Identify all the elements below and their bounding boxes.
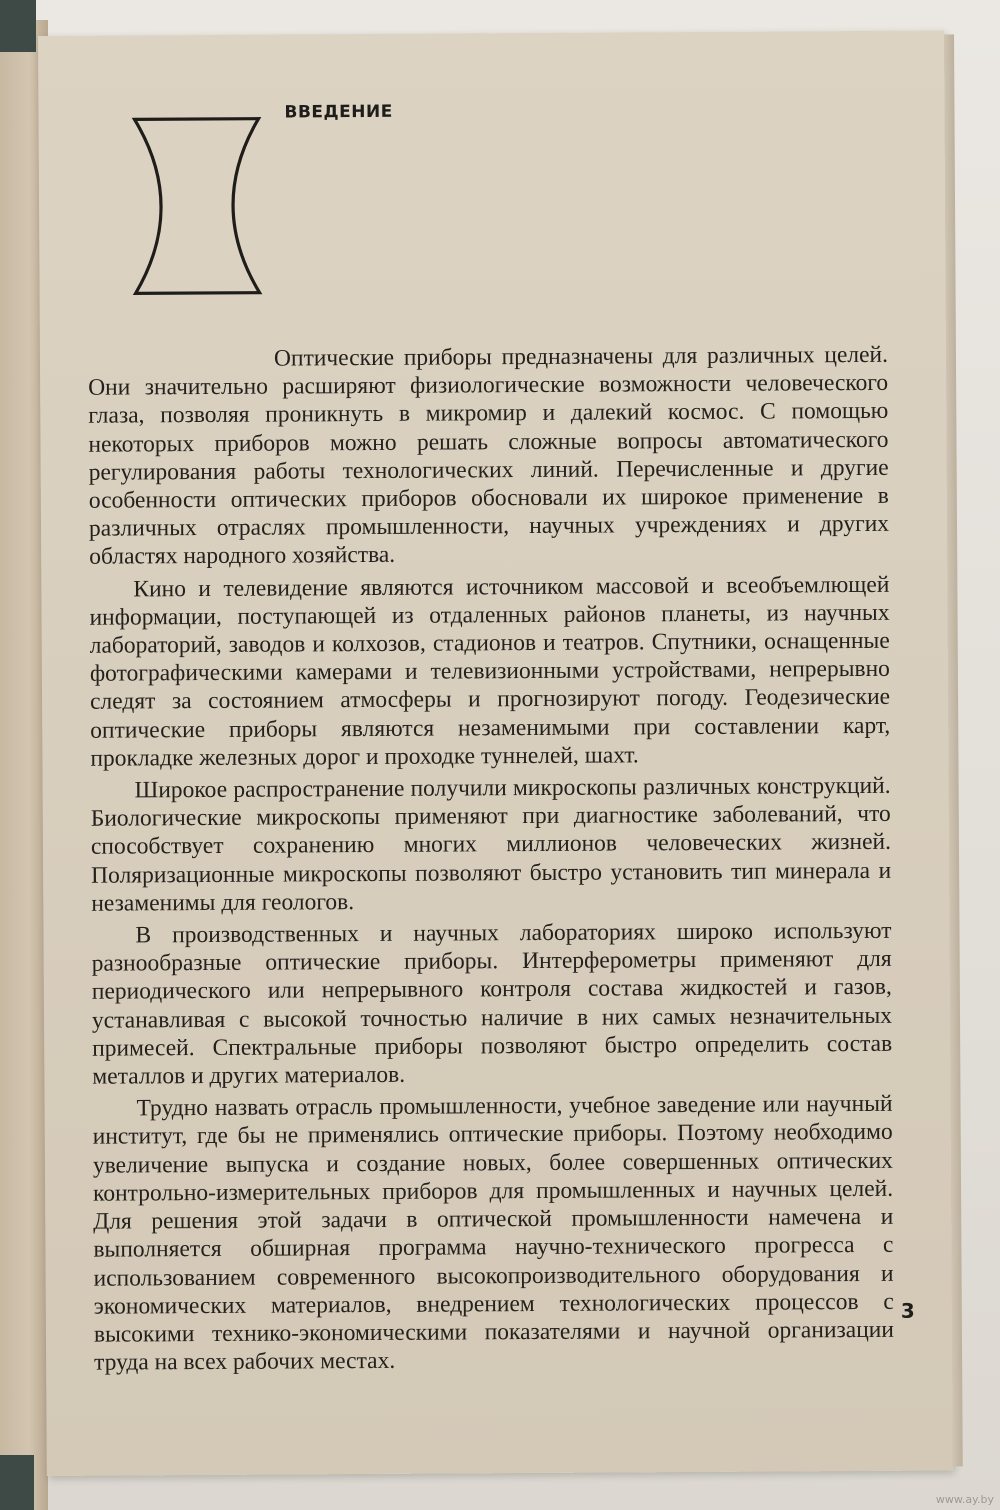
paragraph: В производственных и научных лабораториях широко используют разнообразные оптические приборы. Интерферометры применяют для периодического или непрерывного контроля состава жидкостей и газов, устанавливая с высокой точностью наличие в них самых незначительных примесей. Спектральные приборы позволяют быстро определить состав металлов и других материалов. [91,917,893,1090]
paragraph: Трудно назвать отрасль промышленности, учебное заведение или научный институт, где бы не применялись оптические приборы. Поэтому необходимо увеличение выпуска и создание новых, более совершенных оптических контрольно-измерительных приборов для промышленных и научных целей. Для решения этой задачи в оптической промышленности намечена и выполняется обширная программа научно-технического прогресса с использованием современного высокопроизводительного оборудования и экономических материалов, внедрением технологических процессов с высокими технико-экономическими показателями и научной организации труда на всех рабочих местах. [92,1091,894,1376]
concave-lens-icon [126,111,267,302]
page-title: ВВЕДЕНИЕ [284,101,393,123]
page-number: 3 [900,1298,915,1323]
body-text [88,341,894,1381]
paragraph: Оптические приборы предназначены для различных целей. Они значительно расширяют физиологические возможности человеческого глаза, позволяя проникнуть в микромир и далекий космос. С помощью некоторых приборов можно решать сложные вопросы автоматического регулирования работы технологических линий. Перечисленные и другие особенности оптических приборов обосновали их широкое применение в различных отраслях промышленности, научных учреждениях и других областях народного хозяйства. [88,341,890,571]
paragraph: Широкое распространение получили микроскопы различных конструкций. Биологические микроскопы применяют при диагностике заболеваний, что способствует сохранению многих миллионов человеческих жизней. Поляризационные микроскопы позволяют быстро установить тип минерала и незаменимы для геологов. [90,772,892,917]
book-spine-bottom [0,1455,34,1510]
book-spine-top [0,0,36,52]
watermark: www.ay.by [935,1493,994,1506]
paragraph: Кино и телевидение являются источником массовой и всеобъемлющей информации, поступающей из отдаленных районов планеты, из научных лабораторий, заводов и колхозов, стадионов и театров. Спутники, оснащенные фотографическими камерами и телевизионными устройствами, непрерывно следят за состоянием атмосферы и прогнозируют погоду. Геодезические оптические приборы являются незаменимыми при составлении карт, прокладке железных дорог и проходке туннелей, шахт. [89,571,891,772]
book-page [38,30,953,1476]
